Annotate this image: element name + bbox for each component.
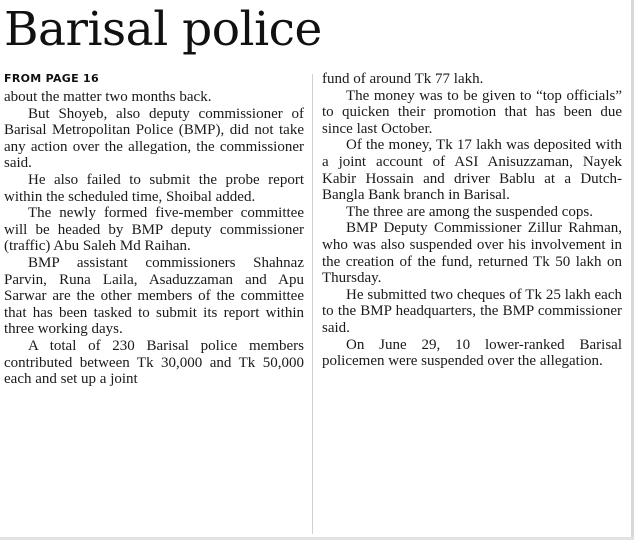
paragraph: On June 29, 10 lower-ranked Barisal policemen were suspended over the allegation. <box>322 336 622 370</box>
paragraph: He submitted two cheques of Tk 25 lakh each to the BMP headquarters, the BMP commissioner said. <box>322 286 622 336</box>
paragraph: about the matter two months back. <box>4 89 212 105</box>
paragraph: Of the money, Tk 17 lakh was deposited with a joint account of ASI Anisuzzaman, Nayek Kabir Hossain and driver Bablu at a Dutch-Bangla Bank branch in Barisal. <box>322 137 622 204</box>
paragraph: He also failed to submit the probe report within the scheduled time, Shoibal added. <box>4 171 304 205</box>
paragraph: A total of 230 Barisal police members contributed between Tk 30,000 and Tk 50,000 each and set up a joint <box>4 337 304 388</box>
paragraph: fund of around Tk 77 lakh. <box>322 71 484 87</box>
paragraph: BMP Deputy Commissioner Zillur Rahman, who was also suspended over his involvement in the creation of the fund, returned Tk 50 lakh on Thursday. <box>322 220 622 287</box>
paragraph: The three are among the suspended cops. <box>346 203 593 220</box>
right-column <box>322 71 622 370</box>
paragraph: The newly formed five-member committee will be headed by BMP deputy commissioner (traffic) Abu Saleh Md Raihan. <box>4 205 304 255</box>
paragraph: BMP assistant commissioners Shahnaz Parvin, Runa Laila, Asaduzzaman and Apu Sarwar are the other members of the committee that has been tasked to submit its report within three working days. <box>4 254 304 338</box>
left-column <box>4 89 304 388</box>
column-divider <box>312 74 313 534</box>
headline: Barisal police <box>4 2 322 57</box>
jump-label: FROM PAGE 16 <box>4 72 99 85</box>
paragraph: The money was to be given to “top officials” to quicken their promotion that has been due since last October. <box>322 87 622 137</box>
paragraph: But Shoyeb, also deputy commissioner of Barisal Metropolitan Police (BMP), did not take any action over the allegation, the commissioner said. <box>4 105 304 172</box>
